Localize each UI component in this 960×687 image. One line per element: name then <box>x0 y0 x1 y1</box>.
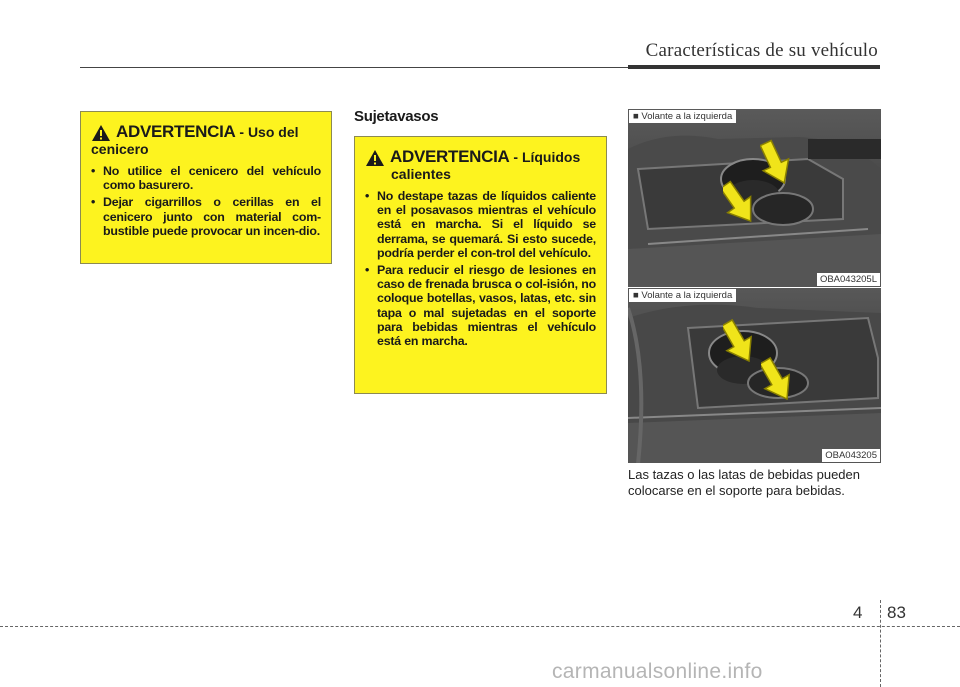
photo-tag: ■ Volante a la izquierda <box>629 110 736 123</box>
warning-item: • No utilice el cenicero del vehículo como basurero. <box>91 164 321 192</box>
section-title: Sujetavasos <box>354 108 439 125</box>
warning-item: • Dejar cigarrillos o cerillas en el cenicero junto con material com-bustible puede provocar un incen-dio. <box>91 195 321 238</box>
warning-subtitle-cont: calientes <box>391 166 451 182</box>
warning-triangle-icon <box>365 149 385 167</box>
warning-subtitle: - Uso del <box>235 124 299 140</box>
warning-heading <box>365 147 596 167</box>
warning-triangle-icon <box>91 124 111 142</box>
photo-code: OBA043205L <box>817 273 880 286</box>
arrow-down-icon <box>761 356 791 404</box>
photo-code: OBA043205 <box>822 449 880 462</box>
footer-divider <box>880 600 881 687</box>
page-chapter: 4 <box>853 603 863 622</box>
warning-item: • No destape tazas de líquidos caliente en el posavasos mientras el vehículo está en marcha. Si el líquido se derrama, se quemará. Si esto sucede, podría perder el con-trol del vehículo. <box>365 189 596 260</box>
warning-word: ADVERTENCIA <box>116 122 236 141</box>
warning-subtitle-cont: cenicero <box>91 141 149 157</box>
warning-item: • Para reducir el riesgo de lesiones en caso de frenada brusca o col-isión, no coloque botellas, vasos, latas, etc. sin tapa o mal sujetadas en el soporte para bebidas mientras el vehículo está en marcha. <box>365 263 596 348</box>
watermark: carmanualsonline.info <box>552 660 763 683</box>
warning-box-ashtray <box>80 111 332 264</box>
warning-heading <box>91 122 321 142</box>
warning-word: ADVERTENCIA <box>390 147 510 166</box>
page-number: 83 <box>887 603 906 622</box>
arrow-down-icon <box>723 179 753 227</box>
warning-box-hot-liquids <box>354 136 607 394</box>
photo-tag: ■ Volante a la izquierda <box>629 289 736 302</box>
warning-list <box>365 189 596 348</box>
cupholder-photo-top <box>628 109 881 287</box>
cupholder-illustration <box>628 109 881 287</box>
footer-rule <box>0 626 960 627</box>
cupholder-photo-bottom <box>628 287 881 463</box>
warning-subtitle: - Líquidos <box>509 149 581 165</box>
arrow-down-icon <box>723 318 753 366</box>
arrow-down-icon <box>760 139 790 187</box>
header-rule-accent <box>628 65 880 69</box>
page-header-title: Características de su vehículo <box>645 40 878 61</box>
body-paragraph: Las tazas o las latas de bebidas pueden colocarse en el soporte para bebidas. <box>628 467 861 498</box>
cupholder-illustration <box>628 288 881 463</box>
warning-list <box>91 164 321 238</box>
